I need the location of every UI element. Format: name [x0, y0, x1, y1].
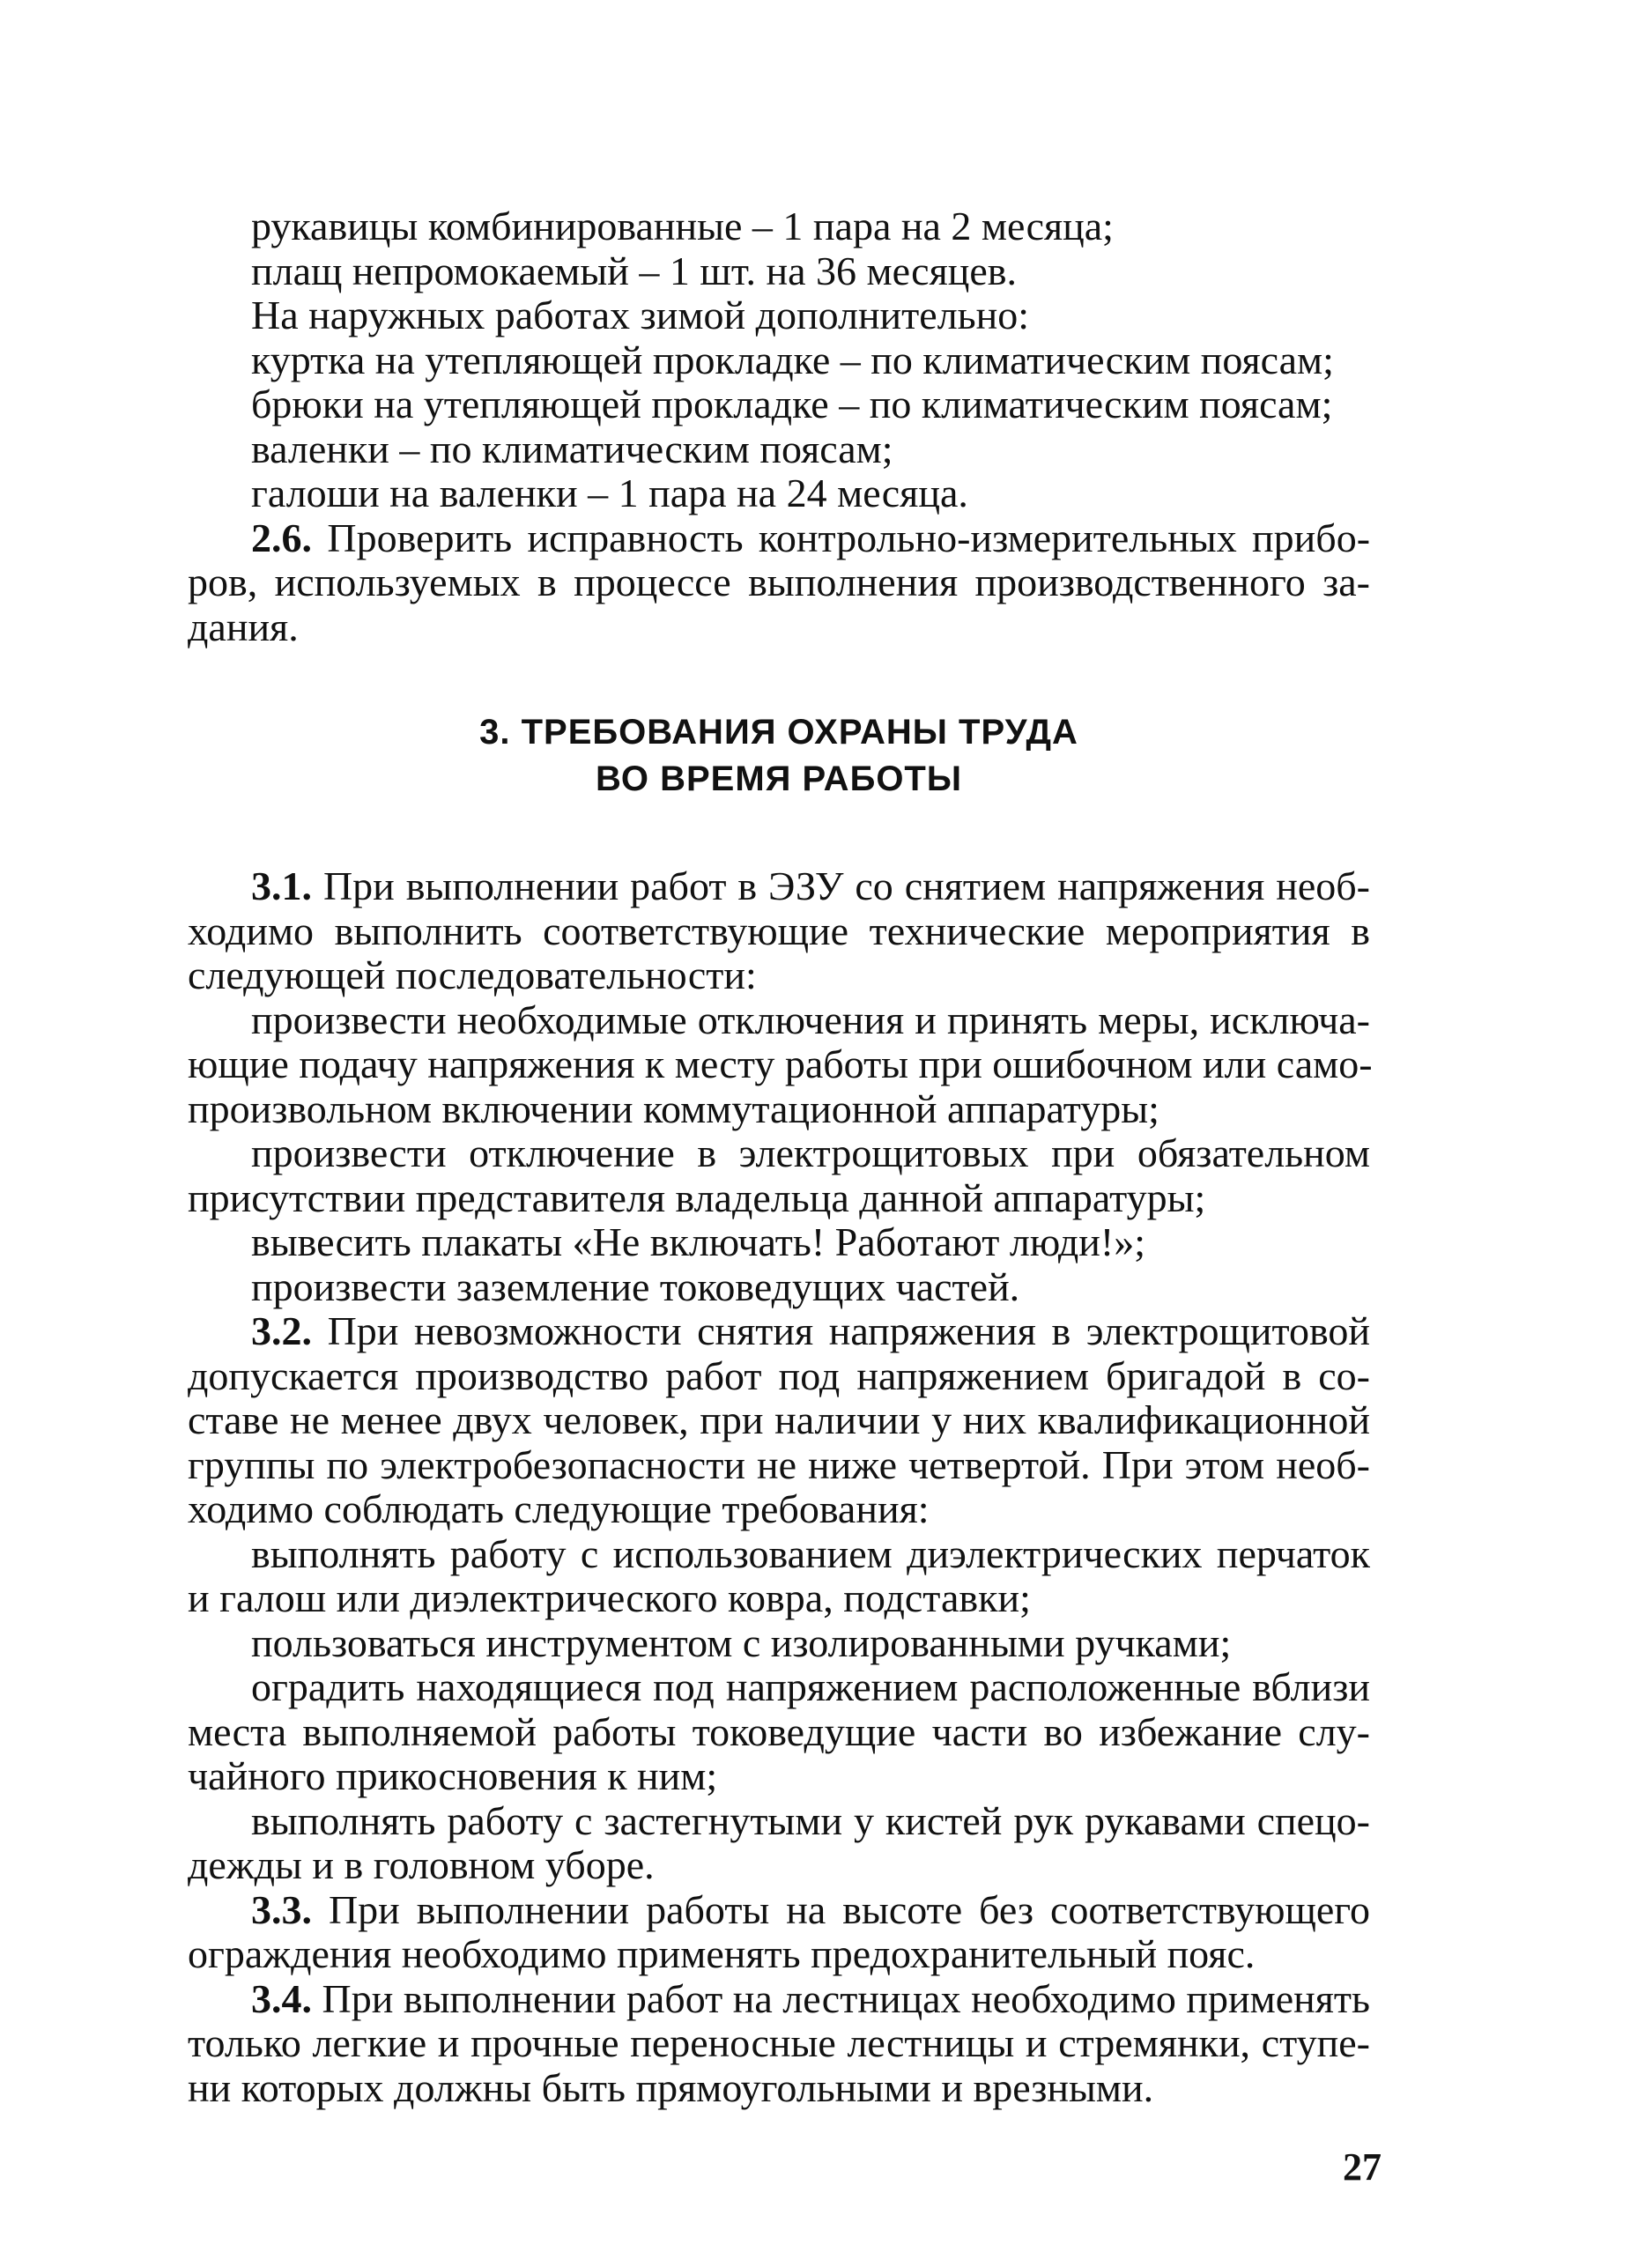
paragraph-line: и галош или диэлектрического ковра, подставки; — [188, 1575, 1031, 1620]
paragraph-line: произвести отключение в электрощитовых при обязательном — [251, 1130, 1370, 1175]
paragraph-line: места выполняемой работы токоведущие части во избежание слу- — [188, 1708, 1370, 1754]
paragraph-line: группы по электробезопасности не ниже четвертой. При этом необ- — [188, 1441, 1370, 1487]
paragraph-line: выполнять работу с использованием диэлектрических перчаток — [251, 1530, 1370, 1576]
item-number: 3.4. — [251, 1975, 312, 2021]
section-heading — [188, 709, 1370, 803]
paragraph-text: При выполнении работ в ЭЗУ со снятием напряжения необ- — [322, 863, 1370, 908]
paragraph-line: только легкие и прочные переносные лестницы и стремянки, ступе- — [188, 2020, 1370, 2065]
paragraph-line: ставе не менее двух человек, при наличии у них квалификационной — [188, 1397, 1370, 1442]
text-line: брюки на утепляющей прокладке – по климатическим поясам; — [251, 382, 1333, 426]
paragraph-line: произвольном включении коммутационной аппаратуры; — [188, 1085, 1159, 1131]
paragraph-line: присутствии представителя владельца данной аппаратуры; — [188, 1174, 1206, 1220]
paragraph-text: При выполнении работ на лестницах необходимо применять — [322, 1975, 1370, 2021]
paragraph-line: оградить находящиеся под напряжением расположенные вблизи — [251, 1664, 1370, 1709]
paragraph-line — [188, 1977, 1370, 2022]
text-line: На наружных работах зимой дополнительно: — [251, 293, 1030, 337]
page-text — [188, 204, 1373, 2110]
text-line: рукавицы комбинированные – 1 пара на 2 месяца; — [251, 204, 1114, 248]
paragraph-line: выполнять работу с застегнутыми у кистей рук рукавами спецо- — [251, 1797, 1370, 1843]
paragraph-line: дания. — [188, 604, 299, 649]
section-heading-line: ВО ВРЕМЯ РАБОТЫ — [595, 759, 963, 798]
text-line: куртка на утепляющей прокладке – по климатическим поясам; — [251, 337, 1334, 382]
page-number: 27 — [1343, 2145, 1382, 2189]
paragraph-line: ограждения необходимо применять предохранительный пояс. — [188, 1931, 1256, 1976]
paragraph-line: дежды и в головном уборе. — [188, 1842, 655, 1887]
text-line: галоши на валенки – 1 пара на 24 месяца. — [251, 470, 968, 515]
text-line: плащ непромокаемый – 1 шт. на 36 месяцев. — [251, 248, 1018, 293]
paragraph-line: чайного прикосновения к ним; — [188, 1753, 718, 1798]
paragraph-line: пользоваться инструментом с изолированными ручками; — [251, 1619, 1232, 1665]
section-heading-line: 3. ТРЕБОВАНИЯ ОХРАНЫ ТРУДА — [479, 713, 1078, 752]
paragraph-text: Проверить исправность контрольно-измерительных прибо- — [327, 515, 1371, 560]
item-number: 3.1. — [251, 863, 312, 908]
paragraph-line: ни которых должны быть прямоугольными и врезными. — [188, 2064, 1154, 2110]
paragraph-line: ров, используемых в процессе выполнения производственного за- — [188, 559, 1370, 604]
paragraph-line — [188, 516, 1370, 561]
paragraph-line: произвести заземление токоведущих частей. — [251, 1263, 1020, 1309]
text-line: валенки – по климатическим поясам; — [251, 426, 893, 471]
paragraph-line: следующей последовательности: — [188, 952, 757, 997]
paragraph-line: ющие подачу напряжения к месту работы при ошибочном или само- — [188, 1041, 1373, 1086]
item-number: 3.3. — [251, 1886, 312, 1932]
item-number: 3.2. — [251, 1308, 312, 1353]
paragraph-line — [188, 1309, 1370, 1354]
paragraph-line: допускается производство работ под напряжением бригадой в со- — [188, 1352, 1370, 1398]
paragraph-text: При выполнении работы на высоте без соответствующего — [328, 1886, 1371, 1932]
paragraph-line: вывесить плакаты «Не включать! Работают люди!»; — [251, 1219, 1146, 1264]
paragraph-line: произвести необходимые отключения и принять меры, исключа- — [251, 996, 1370, 1042]
paragraph-line: ходимо выполнить соответствующие технические мероприятия в — [188, 908, 1370, 953]
item-number: 2.6. — [251, 515, 312, 560]
paragraph-line — [188, 864, 1370, 909]
paragraph-line — [188, 1888, 1370, 1933]
paragraph-line: ходимо соблюдать следующие требования: — [188, 1486, 930, 1531]
paragraph-text: При невозможности снятия напряжения в электрощитовой — [327, 1308, 1371, 1353]
